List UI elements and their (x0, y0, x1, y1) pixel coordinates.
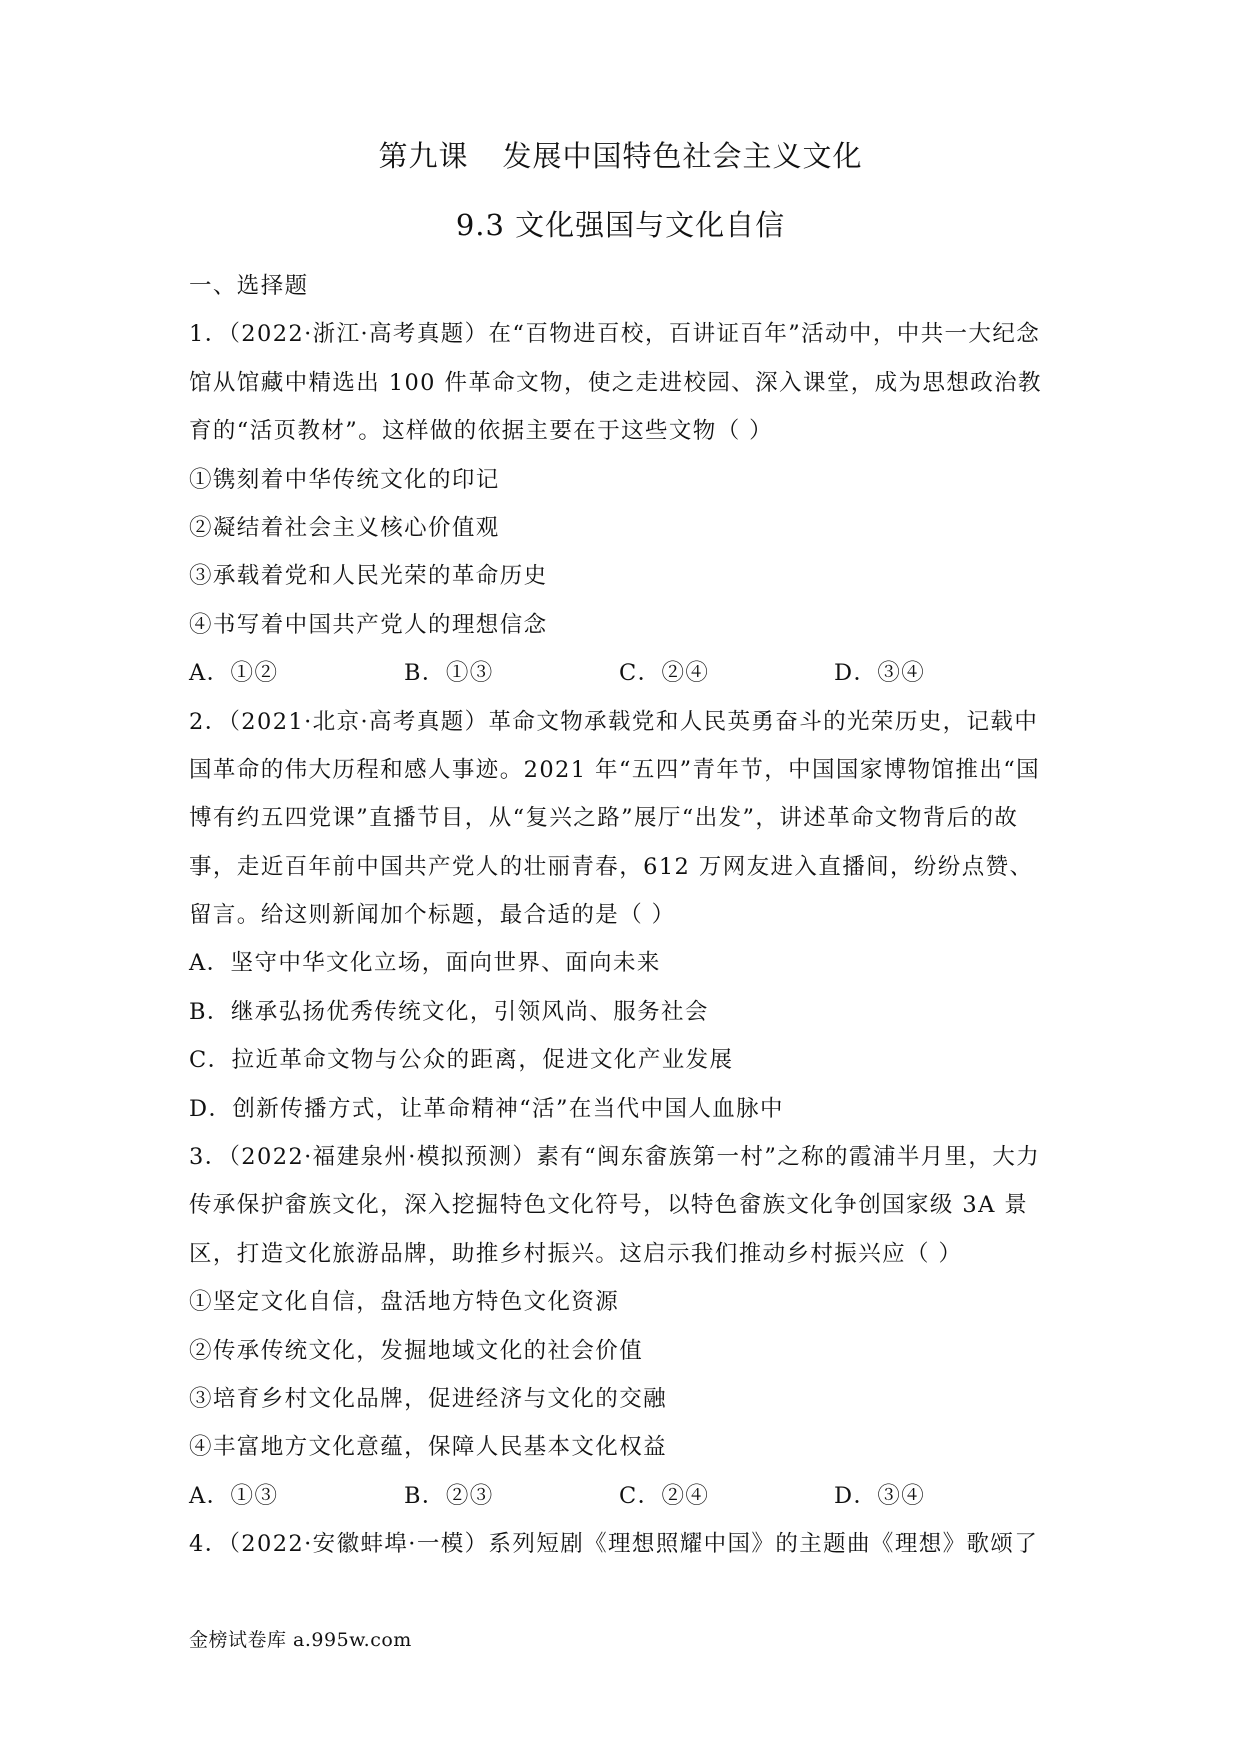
statement-item: ③承载着党和人民光荣的革命历史 (189, 563, 548, 590)
option-d: D．创新传播方式，让革命精神“活”在当代中国人血脉中 (189, 1095, 784, 1122)
option-a: A．坚守中华文化立场，面向世界、面向未来 (189, 950, 661, 977)
statement-item: ③培育乡村文化品牌，促进经济与文化的交融 (189, 1385, 668, 1412)
question-2 (189, 698, 1051, 1134)
option-b: B．①③ (404, 660, 494, 687)
option-b: B．继承弘扬优秀传统文化，引领风尚、服务社会 (189, 998, 709, 1025)
statement-item: ①坚定文化自信，盘活地方特色文化资源 (189, 1289, 620, 1316)
lesson-name: 发展中国特色社会主义文化 (502, 139, 863, 173)
question-text-line: 留言。给这则新闻加个标题，最合适的是（ ） (189, 902, 676, 929)
answer-options (189, 649, 1051, 697)
question-text-line: 博有约五四党课”直播节目，从“复兴之路”展厅“出发”，讲述革命文物背后的故 (189, 805, 1019, 832)
statement-item: ④书写着中国共产党人的理想信念 (189, 611, 548, 638)
statement-item: ④丰富地方文化意蕴，保障人民基本文化权益 (189, 1434, 668, 1461)
question-text-line: 1．（2022·浙江·高考真题）在“百物进百校，百讲证百年”活动中，中共一大纪念 (189, 321, 1041, 348)
question-4 (189, 1520, 1051, 1568)
question-text-line: 4．（2022·安徽蚌埠·一模）系列短剧《理想照耀中国》的主题曲《理想》歌颂了 (189, 1531, 1039, 1558)
question-text-line: 馆从馆藏中精选出 100 件革命文物，使之走进校园、深入课堂，成为思想政治教 (189, 369, 1042, 396)
question-text-line: 育的“活页教材”。这样做的依据主要在于这些文物（ ） (189, 418, 774, 445)
statement-item: ②传承传统文化，发掘地域文化的社会价值 (189, 1337, 644, 1364)
section-heading: 一、选择题 (189, 273, 309, 299)
page-footer: 金榜试卷库 a.995w.com (189, 1629, 412, 1651)
question-text-line: 传承保护畲族文化，深入挖掘特色文化符号，以特色畲族文化争创国家级 3A 景 (189, 1192, 1029, 1219)
section-subtitle: 9.3 文化强国与文化自信 (455, 208, 786, 242)
question-body (189, 262, 1051, 1569)
option-d: D．③④ (834, 1482, 926, 1509)
option-b: B．②③ (404, 1482, 494, 1509)
statement-item: ①镌刻着中华传统文化的印记 (189, 466, 500, 493)
lesson-number: 第九课 (378, 139, 469, 173)
statement-item: ②凝结着社会主义核心价值观 (189, 514, 500, 541)
option-c: C．拉近革命文物与公众的距离，促进文化产业发展 (189, 1047, 734, 1074)
option-a: A．①③ (189, 1482, 279, 1509)
option-d: D．③④ (834, 660, 926, 687)
option-a: A．①② (189, 660, 279, 687)
question-1 (189, 310, 1051, 697)
question-text-line: 事，走近百年前中国共产党人的壮丽青春，612 万网友进入直播间，纷纷点赞、 (189, 853, 1034, 880)
option-c: C．②④ (619, 660, 710, 687)
question-text-line: 国革命的伟大历程和感人事迹。2021 年“五四”青年节，中国国家博物馆推出“国 (189, 756, 1041, 783)
answer-options (189, 1472, 1051, 1520)
question-text-line: 2．（2021·北京·高考真题）革命文物承载党和人民英勇奋斗的光荣历史，记载中 (189, 708, 1039, 735)
question-text-line: 区，打造文化旅游品牌，助推乡村振兴。这启示我们推动乡村振兴应（ ） (189, 1240, 963, 1267)
question-3 (189, 1133, 1051, 1520)
question-text-line: 3．（2022·福建泉州·模拟预测）素有“闽东畲族第一村”之称的霞浦半月里，大力 (189, 1144, 1041, 1171)
lesson-title (0, 134, 1241, 175)
option-c: C．②④ (619, 1482, 710, 1509)
